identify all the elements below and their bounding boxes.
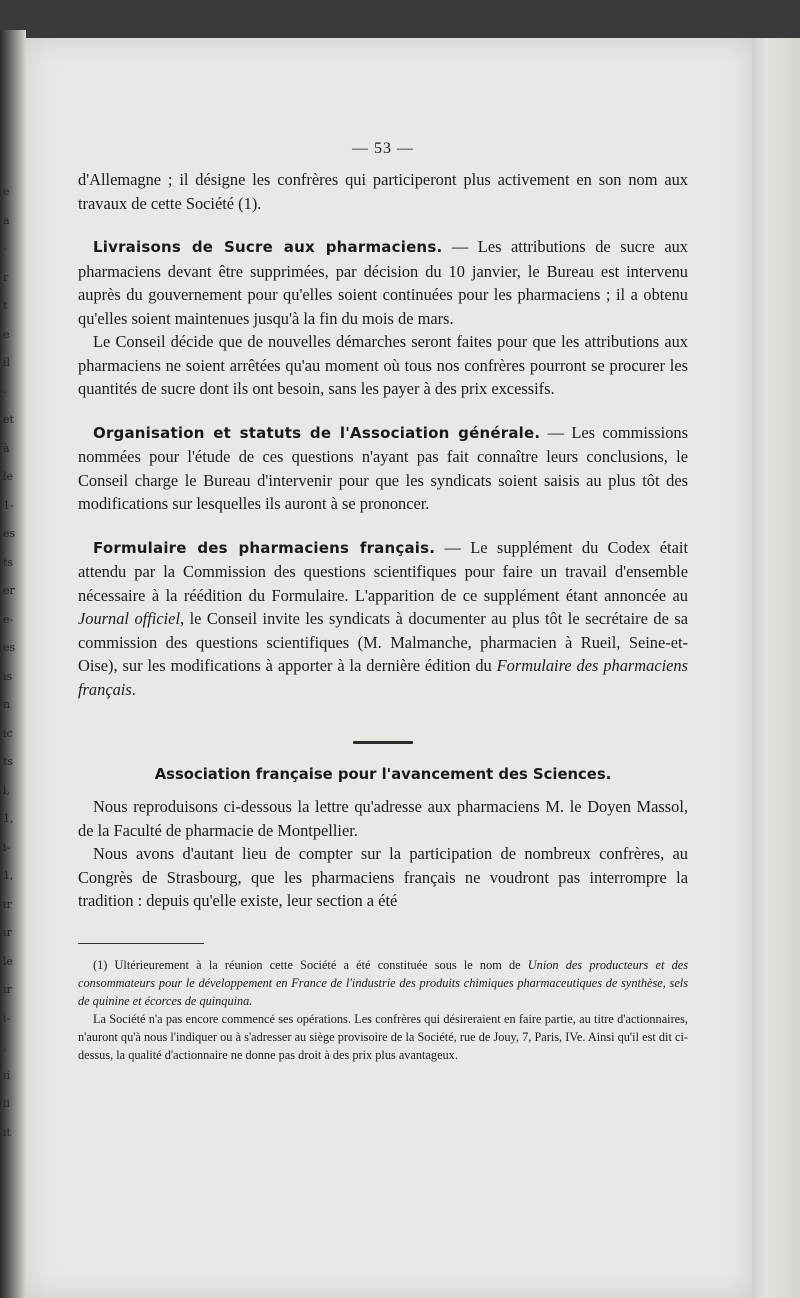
margin-fragment: e- [3,612,14,626]
margin-fragment: er [3,584,15,597]
page-number: — 53 — [352,140,414,157]
margin-fragment: t [3,299,8,312]
margin-fragment: ic [3,726,13,740]
margin-fragment: r [3,270,9,284]
margin-fragment: e [3,185,10,198]
margin-fragment: l, [3,783,11,797]
margin-fragment: n [3,698,11,711]
footnote-rule [78,943,204,944]
book-page [26,38,752,1298]
margin-fragment: i- [3,1011,11,1025]
margin-fragment: ıs [3,669,13,683]
margin-fragment: - [3,384,7,398]
section-sugar: Livraisons de Sucre aux pharmaciens. — Les attributions de sucre aux pharmaciens devant être supprimées, par décision du 10 janvier, le Bureau est intervenu auprès du gouvernement pour qu'elles soient continuées pour les pharmaciens ; il a obtenu qu'elles soient maintenues jusqu'à la fin du mois de mars. [78,237,688,328]
margin-fragment: , [3,1040,7,1053]
margin-fragment: es [3,641,16,654]
footnote-2: La Société n'a pas encore commencé ses opérations. Les confrères qui désireraient en faire partie, au titre d'actionnaires, n'auront qu'à nous l'indiquer ou à s'adresser au siège provisoire de la Société, rue de Jouy, 7, Paris, IVe. Ainsi qu'il est dit ci-dessus, la qualité d'actionnaire ne donne pas droit à des prix plus avantageux. [78,1011,688,1062]
section-heading: Organisation et statuts de l'Association générale. [93,423,541,442]
margin-fragment: le [3,954,14,968]
section-sugar-continued: Le Conseil décide que de nouvelles démarches seront faites pour que les attributions aux pharmaciens ne soient arrêtées qu'au moment où tous nos confrères pourront se procurer les quantités de sucre dont ils ont besoin, sans les payer à des prix excessifs. [78,332,688,398]
margin-fragment: ts [3,755,14,768]
margin-fragment: e [3,327,10,341]
section-heading: Livraisons de Sucre aux pharmaciens. [93,238,443,256]
margin-fragment: i- [3,840,11,854]
section-separator [353,741,413,744]
margin-fragment: ıt [3,1125,11,1139]
margin-fragment: 1, [3,869,14,882]
margin-fragment: ts [3,555,14,569]
margin-fragment: a [3,213,10,227]
margin-fragment: à [3,441,10,455]
margin-fragment: ır [3,897,12,911]
section-association: Organisation et statuts de l'Association générale. — Les commissions nommées pour l'étude de ces questions n'ayant pas fait connaître leurs conclusions, le Conseil charge le Bureau d'intervenir pour que les syndicats soient saisis au plus tôt des modifications sur lesquelles ils auront à se prononcer. [78,422,688,513]
margin-fragment: ır [3,983,12,996]
margin-fragment: ır [3,926,12,939]
margin-fragment: ıi [3,1068,11,1082]
article-paragraph: Nous reproduisons ci-dessous la lettre qu'adresse aux pharmaciens M. le Doyen Massol, de la Faculté de pharmacie de Montpellier. [78,797,688,840]
opening-paragraph: d'Allemagne ; il désigne les confrères qui participeront plus activement en son nom aux travaux de cette Société (1). [78,170,688,213]
section-heading: Formulaire des pharmaciens français. [93,538,436,557]
margin-fragment: - [3,242,7,255]
margin-fragment: 1, [3,812,14,825]
margin-fragment: et [3,413,14,426]
section-formulaire: Formulaire des pharmaciens français. — Le supplément du Codex était attendu par la Commission des questions scientifiques pour faire un travail d'ensemble nécessaire à la réédition du Formulaire. L'apparition de ce supplément étant annoncée au Journal officiel, le Conseil invite les syndicats à documenter au plus tôt le secrétaire de sa commission des questions scientifiques (M. Malmanche, pharmacien à Rueil, Seine-et-Oise), sur les modifications à apporter à la dernière édition du Formulaire des pharmaciens français. [78,537,688,699]
footnote-1: (1) Ultérieurement à la réunion cette Société a été constituée sous le nom de Union des producteurs et des consommateurs pour le développement en France de l'industrie des produits chimiques pharmaceutiques de synthèse, sels de quinine et écorces de quinquina. [78,957,688,1008]
margin-fragment: ii [3,1097,11,1110]
margin-fragment: il [3,356,11,369]
margin-fragment: es [3,527,16,540]
article-paragraph: Nous avons d'autant lieu de compter sur la participation de nombreux confrères, au Congrès de Strasbourg, que les pharmaciens français ne voudront pas interrompre la tradition : depuis qu'elle existe, leur section a été [78,844,688,910]
margin-fragment: le [3,470,14,483]
page-content [78,140,688,1064]
page-edge [752,38,800,1298]
margin-fragment: 1- [3,498,14,512]
article-title: Association française pour l'avancement des Sciences. [154,766,612,783]
